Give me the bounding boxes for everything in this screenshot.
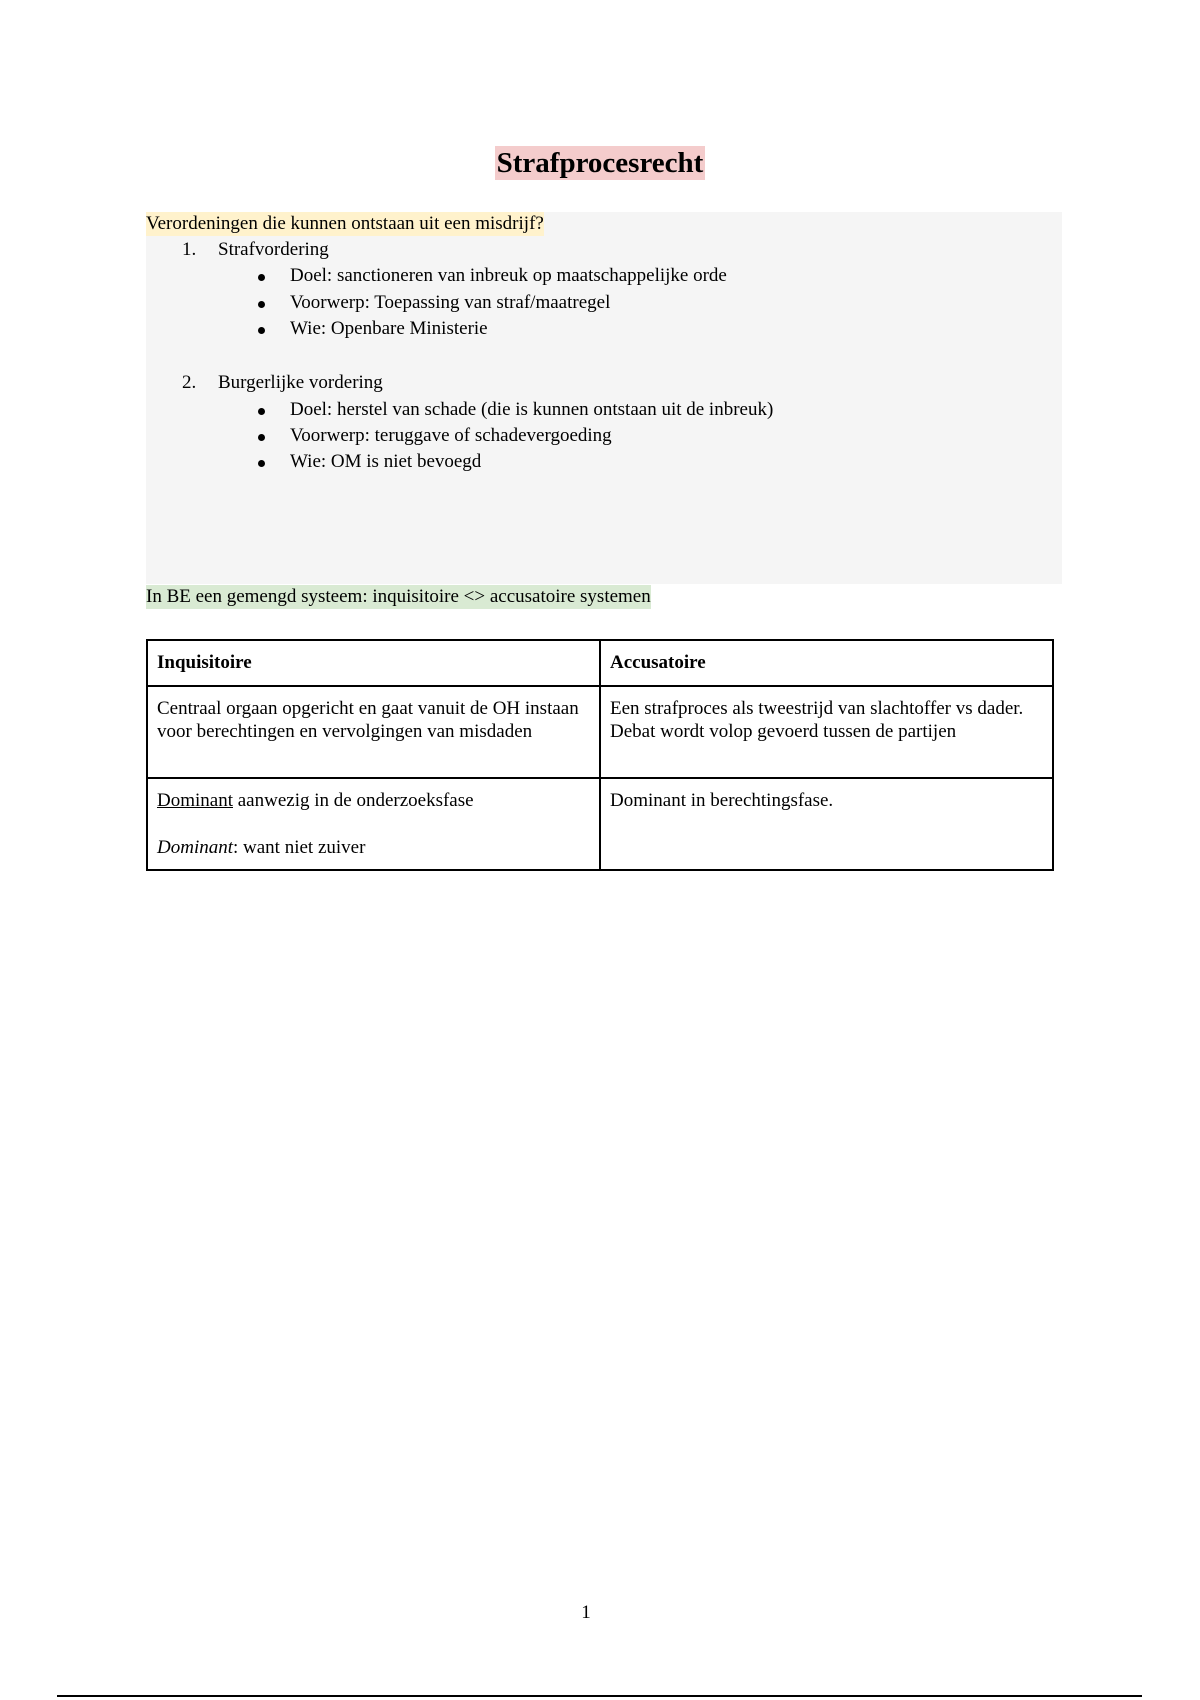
- bullet-dot: [258, 408, 265, 415]
- table-cell-accusatoire-description: Een strafproces als tweestrijd van slachtoffer vs dader. Debat wordt volop gevoerd tussen de partijen: [600, 686, 1053, 778]
- list-number-2: 2.: [182, 372, 197, 393]
- list-item-2-bullet-1: Doel: herstel van schade (die is kunnen ontstaan uit de inbreuk): [290, 399, 774, 420]
- table-header-row: [147, 640, 1053, 686]
- table-row: [147, 778, 1053, 870]
- inquisitoire-phase-line: [157, 789, 590, 812]
- table-header-inquisitoire: Inquisitoire: [147, 640, 600, 686]
- list-item-2-bullet-3: Wie: OM is niet bevoegd: [290, 451, 482, 472]
- bullet-dot: [258, 274, 265, 281]
- list-item-strafvordering: Strafvordering: [218, 239, 329, 260]
- list-item-2-bullet-2: Voorwerp: teruggave of schadevergoeding: [290, 425, 612, 446]
- question-heading: Verordeningen die kunnen ontstaan uit een misdrijf?: [146, 213, 544, 234]
- table-cell-inquisitoire-description: Centraal orgaan opgericht en gaat vanuit de OH instaan voor berechtingen en vervolgingen van misdaden: [147, 686, 600, 778]
- phase-text: aanwezig in de onderzoeksfase: [233, 790, 474, 811]
- table-row: [147, 686, 1053, 778]
- comparison-table: [146, 639, 1054, 871]
- table-cell-accusatoire-phase: Dominant in berechtingsfase.: [600, 778, 1053, 870]
- bullet-dot: [258, 327, 265, 334]
- bullet-dot: [258, 460, 265, 467]
- page-title: Strafprocesrecht: [496, 147, 704, 179]
- spacer: [157, 812, 590, 836]
- underlined-term: Dominant: [157, 790, 233, 811]
- system-statement: In BE een gemengd systeem: inquisitoire <> accusatoire systemen: [146, 586, 651, 607]
- list-item-burgerlijke-vordering: Burgerlijke vordering: [218, 372, 383, 393]
- bullet-dot: [258, 434, 265, 441]
- list-item-1-bullet-2: Voorwerp: Toepassing van straf/maatregel: [290, 292, 611, 313]
- footer-divider: [57, 1695, 1142, 1697]
- table-cell-inquisitoire-phase: [147, 778, 600, 870]
- list-item-1-bullet-1: Doel: sanctioneren van inbreuk op maatschappelijke orde: [290, 265, 727, 286]
- inquisitoire-note-line: [157, 836, 590, 859]
- page-number: 1: [581, 1602, 591, 1623]
- table-header-accusatoire: Accusatoire: [600, 640, 1053, 686]
- bullet-dot: [258, 301, 265, 308]
- italic-term: Dominant: [157, 837, 233, 858]
- list-number-1: 1.: [182, 239, 197, 260]
- title-wrapper: [0, 146, 1200, 180]
- list-item-1-bullet-3: Wie: Openbare Ministerie: [290, 318, 488, 339]
- note-text: : want niet zuiver: [233, 837, 366, 858]
